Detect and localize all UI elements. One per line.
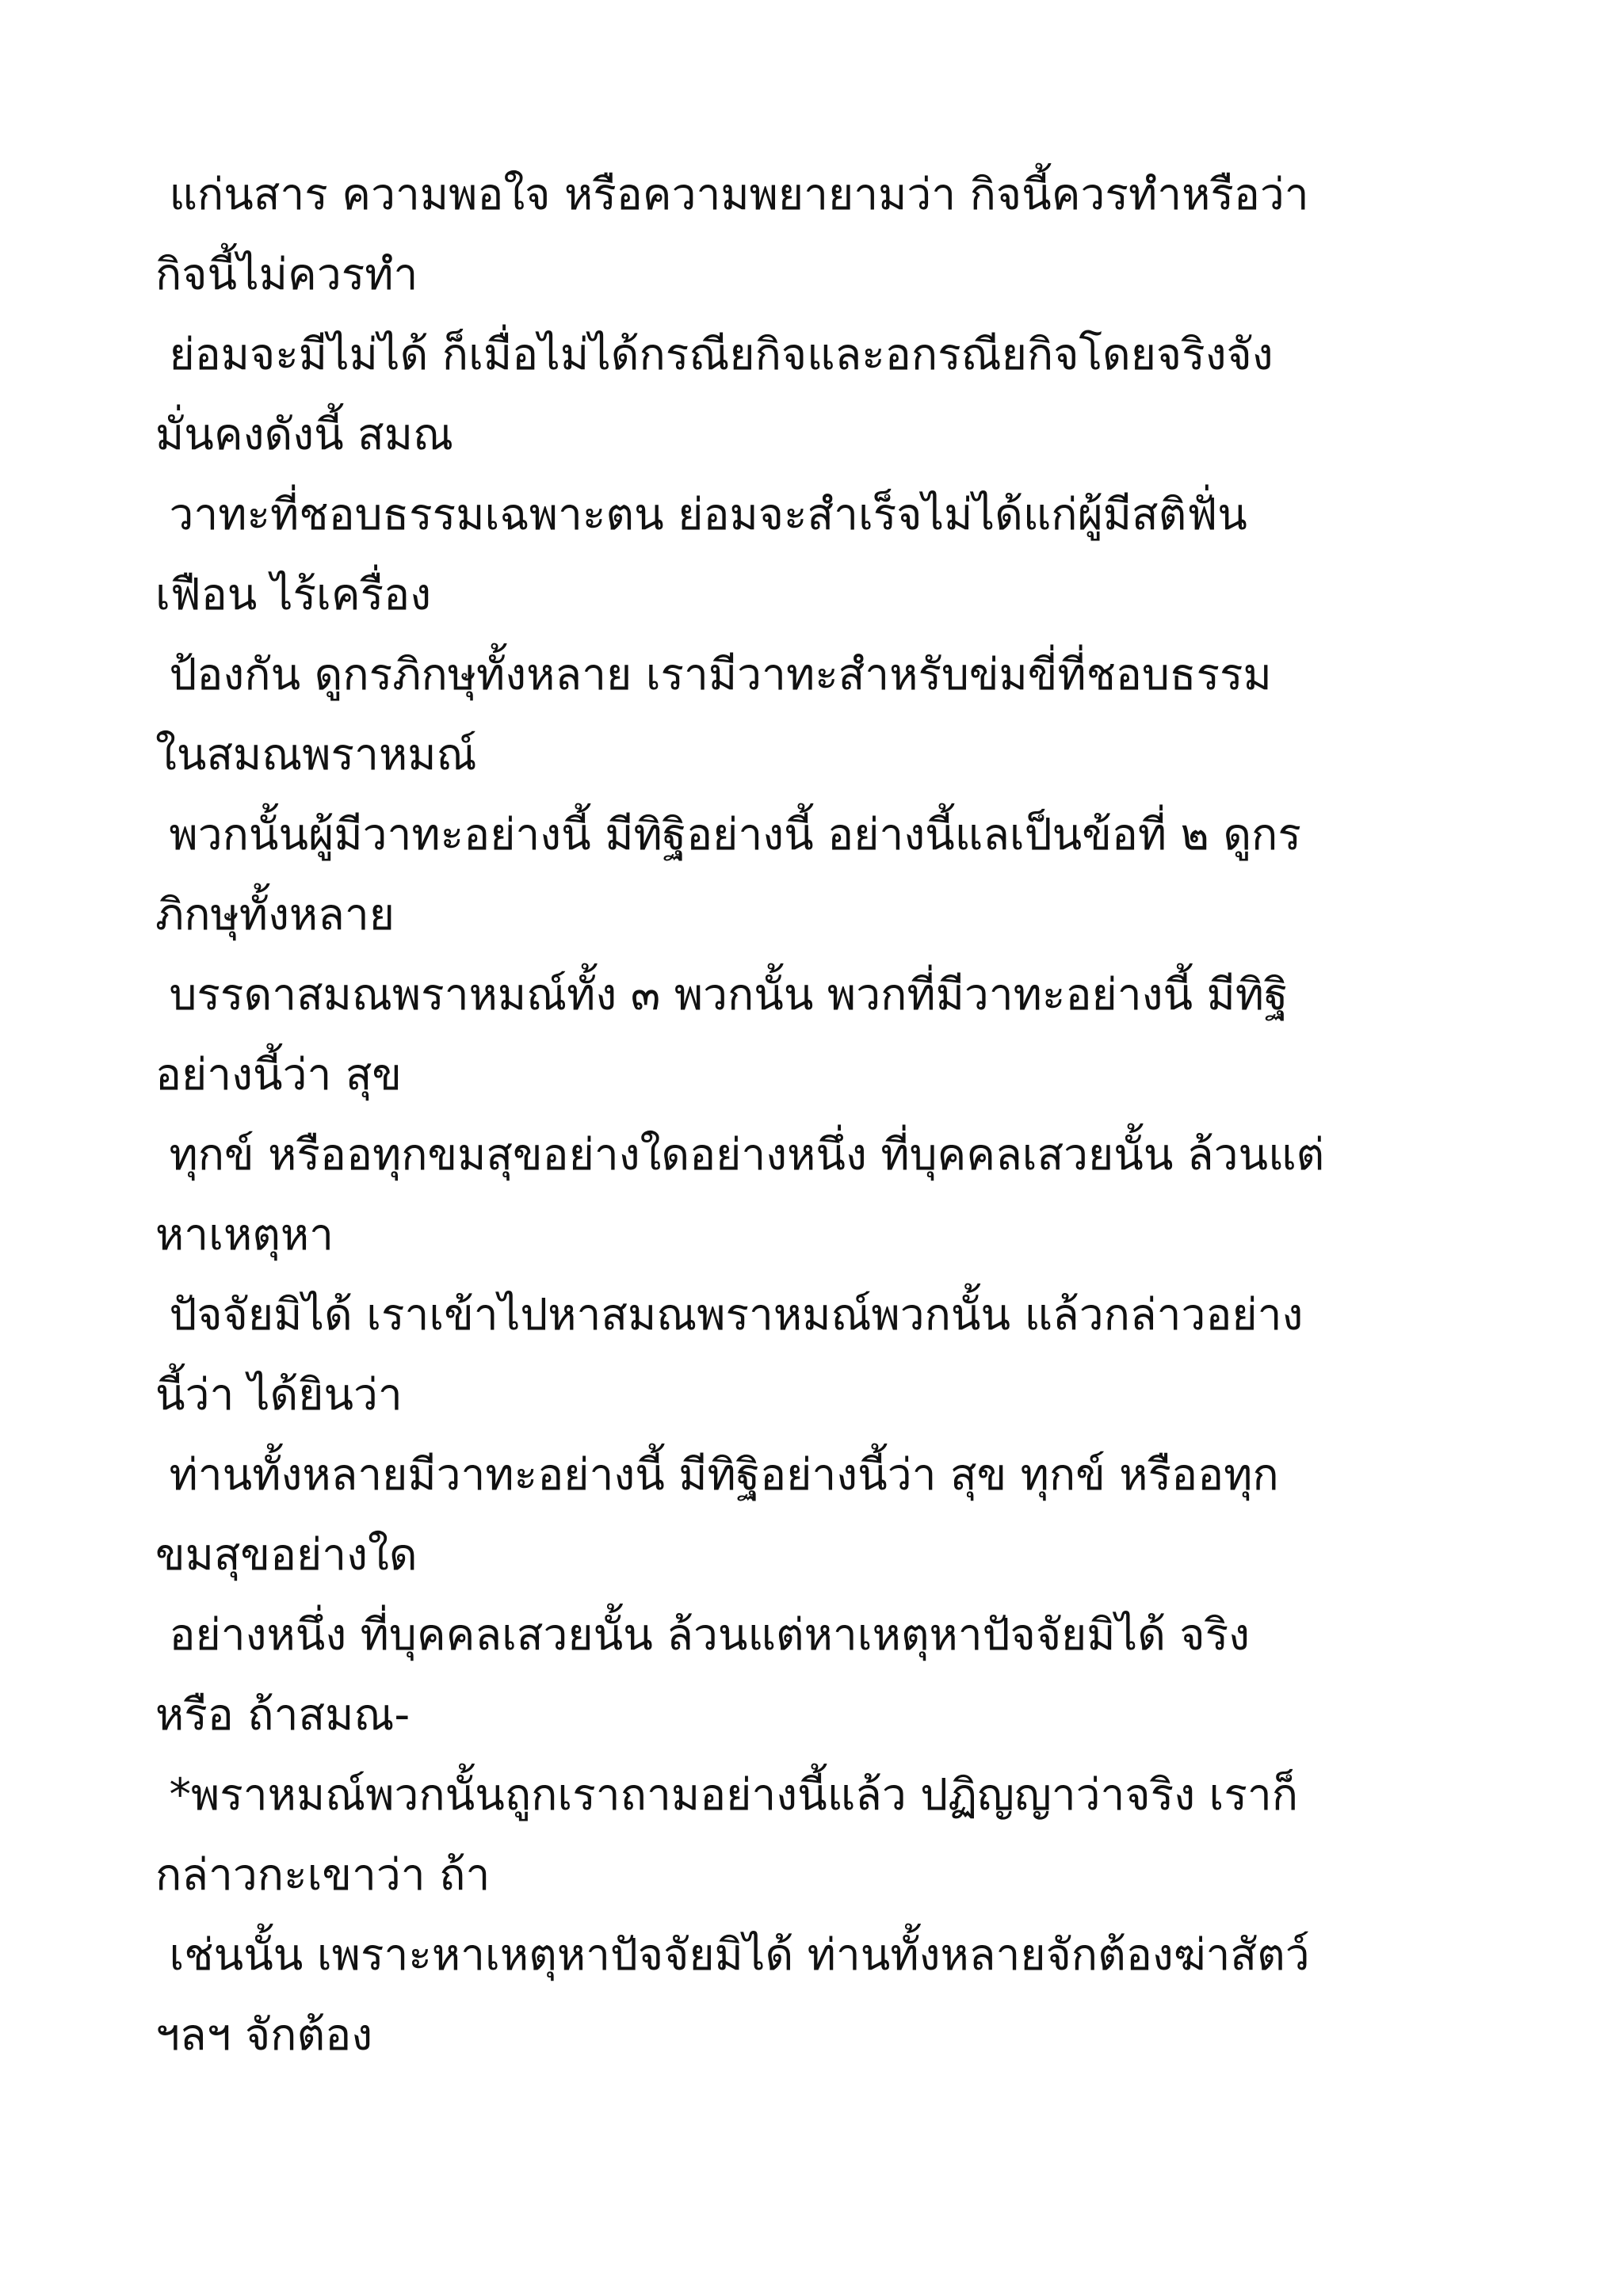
text-line: หรือ ถ้าสมณ- [155,1689,411,1740]
text-line: หาเหตุหา [155,1209,334,1260]
text-line: อย่างหนึ่ง ที่บุคคลเสวยนั้น ล้วนแต่หาเหตุหาปัจจัยมิได้ จริง [155,1609,1251,1660]
text-line: กล่าวกะเขาว่า ถ้า [155,1849,491,1900]
body-text [155,154,1495,2075]
text-line: ปัจจัยมิได้ เราเข้าไปหาสมณพราหมณ์พวกนั้น แล้วกล่าวอย่าง [155,1289,1304,1340]
text-line: ท่านทั้งหลายมีวาทะอย่างนี้ มีทิฐิอย่างนี้ว่า สุข ทุกข์ หรืออทุก [155,1449,1279,1500]
text-line: *พราหมณ์พวกนั้นถูกเราถามอย่างนี้แล้ว ปฏิญญาว่าจริง เราก็ [155,1769,1299,1820]
text-line: วาทะที่ชอบธรรมเฉพาะตน ย่อมจะสำเร็จไม่ได้แก่ผู้มีสติฟั่น [155,489,1247,540]
text-line: ฯลฯ จักต้อง [155,2009,373,2060]
text-line: ทุกข์ หรืออทุกขมสุขอย่างใดอย่างหนึ่ง ที่บุคคลเสวยนั้น ล้วนแต่ [155,1129,1325,1180]
text-line: นี้ว่า ได้ยินว่า [155,1369,403,1420]
text-line: ป้องกัน ดูกรภิกษุทั้งหลาย เรามีวาทะสำหรับข่มขี่ที่ชอบธรรม [155,649,1272,700]
text-line: ย่อมจะมีไม่ได้ ก็เมื่อไม่ได้กรณียกิจและอกรณียกิจโดยจริงจัง [155,329,1274,379]
text-line: ในสมณพราหมณ์ [155,729,477,780]
text-line: เช่นนั้น เพราะหาเหตุหาปัจจัยมิได้ ท่านทั้งหลายจักต้องฆ่าสัตว์ [155,1929,1310,1980]
text-line: มั่นคงดังนี้ สมณ [155,409,454,460]
text-line: พวกนั้นผู้มีวาทะอย่างนี้ มีทิฐิอย่างนี้ อย่างนี้แลเป็นข้อที่ ๒ ดูกร [155,809,1301,860]
text-line: เฟือน ไร้เครื่อง [155,569,432,620]
text-line: ภิกษุทั้งหลาย [155,889,395,940]
text-line: อย่างนี้ว่า สุข [155,1049,403,1100]
text-line: ขมสุขอย่างใด [155,1529,418,1580]
text-line: กิจนี้ไม่ควรทำ [155,249,418,299]
text-line: แก่นสาร ความพอใจ หรือความพยายามว่า กิจนี้ควรทำหรือว่า [155,169,1309,219]
text-line: บรรดาสมณพราหมณ์ทั้ง ๓ พวกนั้น พวกที่มีวาทะอย่างนี้ มีทิฐิ [155,969,1289,1020]
